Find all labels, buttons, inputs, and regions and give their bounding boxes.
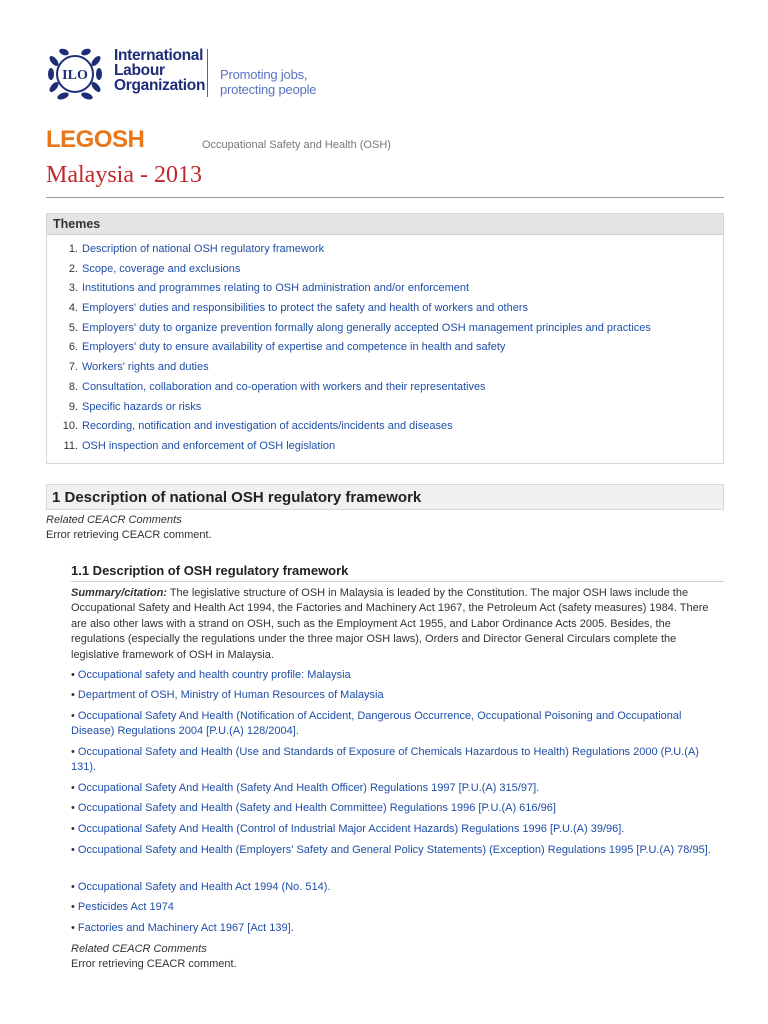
bullet: •	[71, 669, 75, 681]
summary-label: Summary/citation:	[71, 587, 167, 599]
theme-link[interactable]: Institutions and programmes relating to OSH administration and/or enforcement	[82, 282, 470, 295]
reference-item	[71, 745, 725, 776]
reference-link[interactable]: Occupational safety and health country profile: Malaysia	[77, 669, 351, 681]
theme-link[interactable]: Recording, notification and investigation of accidents/incidents and diseases	[82, 420, 453, 433]
related-ceacr-label: Related CEACR Comments	[71, 943, 207, 955]
bullet: •	[71, 689, 75, 701]
bullet: •	[71, 782, 75, 794]
bullet: •	[71, 823, 75, 835]
bullet: •	[71, 746, 75, 758]
theme-item	[47, 340, 723, 360]
theme-item	[47, 281, 723, 301]
themes-title: Themes	[47, 214, 723, 235]
theme-number: 7.	[68, 361, 78, 374]
themes-list	[47, 235, 723, 459]
theme-number: 5.	[68, 321, 78, 334]
org-line-3: Organization	[114, 77, 206, 94]
header-divider	[46, 197, 724, 198]
ceacr-error-text: Error retrieving CEACR comment.	[71, 958, 237, 970]
theme-link[interactable]: Employers' duty to ensure availability of expertise and competence in health and safety	[82, 341, 506, 354]
summary-text: The legislative structure of OSH in Malaysia is leaded by the Constitution. The major OSH laws include the Occupational Safety and Health Act 1994, the Factories and Machinery Act 1967, the Petroleum Act (safety measures) 1984. There are also other laws with a strand on OSH, such as the Employment Act 1955, and Labor Ordinance Acts 2005. Besides, the regulations (especially the regulations under the three major OSH laws), Orders and Director General Circulars complete the legislative framework of OSH in Malaysia.	[71, 587, 709, 661]
theme-number: 8.	[68, 380, 78, 393]
theme-item	[47, 321, 723, 341]
theme-number: 2.	[68, 262, 78, 275]
legosh-subtitle: Occupational Safety and Health (OSH)	[202, 139, 391, 151]
subsection-heading: 1.1 Description of OSH regulatory framework	[71, 563, 724, 582]
theme-link[interactable]: Employers' duty to organize prevention formally along generally accepted OSH management principles and practices	[82, 321, 651, 334]
theme-item	[47, 262, 723, 282]
reference-link[interactable]: Pesticides Act 1974	[77, 901, 174, 913]
reference-link[interactable]: Occupational Safety and Health Act 1994 (No. 514).	[77, 881, 331, 893]
ceacr-error-text: Error retrieving CEACR comment.	[46, 529, 212, 541]
reference-link[interactable]: Occupational Safety and Health (Safety and Health Committee) Regulations 1996 [P.U.(A) 616/96]	[77, 802, 556, 814]
reference-item	[71, 688, 725, 703]
theme-number: 1.	[68, 243, 78, 255]
logo-divider	[207, 49, 208, 97]
theme-number: 9.	[68, 400, 78, 413]
tagline	[220, 67, 316, 97]
reference-link[interactable]: Occupational Safety And Health (Control of Industrial Major Accident Hazards) Regulations 1996 [P.U.(A) 39/96].	[77, 823, 625, 835]
bullet: •	[71, 901, 75, 913]
tagline-line-1: Promoting jobs,	[220, 67, 308, 82]
bullet: •	[71, 881, 75, 893]
bullet: •	[71, 802, 75, 814]
reference-item	[71, 801, 725, 816]
reference-link[interactable]: Occupational Safety and Health (Use and Standards of Exposure of Chemicals Hazardous to Health) Regulations 2000 (P.U.(A) 131).	[71, 746, 699, 774]
tagline-line-2: protecting people	[220, 82, 317, 97]
reference-item	[71, 880, 725, 895]
reference-item	[71, 781, 725, 796]
theme-number: 6.	[68, 341, 78, 354]
reference-item	[71, 822, 725, 837]
emblem-text: ILO	[62, 68, 88, 83]
theme-link[interactable]: Employers' duties and responsibilities to protect the safety and health of workers and others	[82, 302, 529, 315]
theme-number: 3.	[68, 282, 78, 295]
section-heading: 1 Description of national OSH regulatory framework	[46, 484, 724, 510]
org-line-1: International	[114, 47, 204, 64]
reference-link[interactable]: Factories and Machinery Act 1967 [Act 139].	[77, 922, 294, 934]
reference-link[interactable]: Department of OSH, Ministry of Human Resources of Malaysia	[77, 689, 384, 701]
theme-number: 11.	[63, 439, 78, 452]
theme-link[interactable]: Workers' rights and duties	[82, 361, 209, 374]
theme-item	[47, 360, 723, 380]
theme-item	[47, 242, 723, 262]
reference-link[interactable]: Occupational Safety And Health (Safety And Health Officer) Regulations 1997 [P.U.(A) 315/97].	[77, 782, 540, 794]
theme-item	[47, 380, 723, 400]
reference-item	[71, 900, 725, 915]
theme-link[interactable]: OSH inspection and enforcement of OSH legislation	[82, 439, 336, 452]
bullet: •	[71, 922, 75, 934]
theme-number: 10.	[62, 420, 78, 433]
theme-link[interactable]: Consultation, collaboration and co-operation with workers and their representatives	[82, 380, 486, 393]
themes-box	[46, 213, 724, 464]
ilo-emblem-icon	[46, 47, 104, 101]
org-name	[114, 48, 205, 93]
reference-link[interactable]: Occupational Safety And Health (Notification of Accident, Dangerous Occurrence, Occupational Poisoning and Occupational Disease) Regulations 2004 [P.U.(A) 128/2004].	[71, 710, 682, 738]
page-title: Malaysia - 2013	[46, 162, 202, 188]
theme-number: 4.	[68, 302, 78, 315]
theme-link[interactable]: Specific hazards or risks	[82, 400, 202, 413]
bullet: •	[71, 844, 75, 856]
bullet: •	[71, 710, 75, 722]
reference-link[interactable]: Occupational Safety and Health (Employers' Safety and General Policy Statements) (Exception) Regulations 1995 [P.U.(A) 78/95].	[77, 844, 711, 856]
reference-item	[71, 843, 725, 858]
reference-item	[71, 668, 725, 683]
related-ceacr-label: Related CEACR Comments	[46, 514, 182, 526]
theme-item	[47, 439, 723, 459]
theme-item	[47, 419, 723, 439]
summary-citation	[71, 586, 725, 663]
theme-item	[47, 301, 723, 321]
org-line-2: Labour	[114, 62, 165, 79]
legosh-title[interactable]: LEGOSH	[46, 126, 145, 153]
ilo-logo[interactable]	[46, 47, 346, 103]
theme-link[interactable]: Description of national OSH regulatory framework	[82, 243, 325, 255]
reference-item	[71, 921, 725, 936]
reference-item	[71, 709, 725, 740]
theme-item	[47, 400, 723, 420]
theme-link[interactable]: Scope, coverage and exclusions	[82, 262, 241, 275]
